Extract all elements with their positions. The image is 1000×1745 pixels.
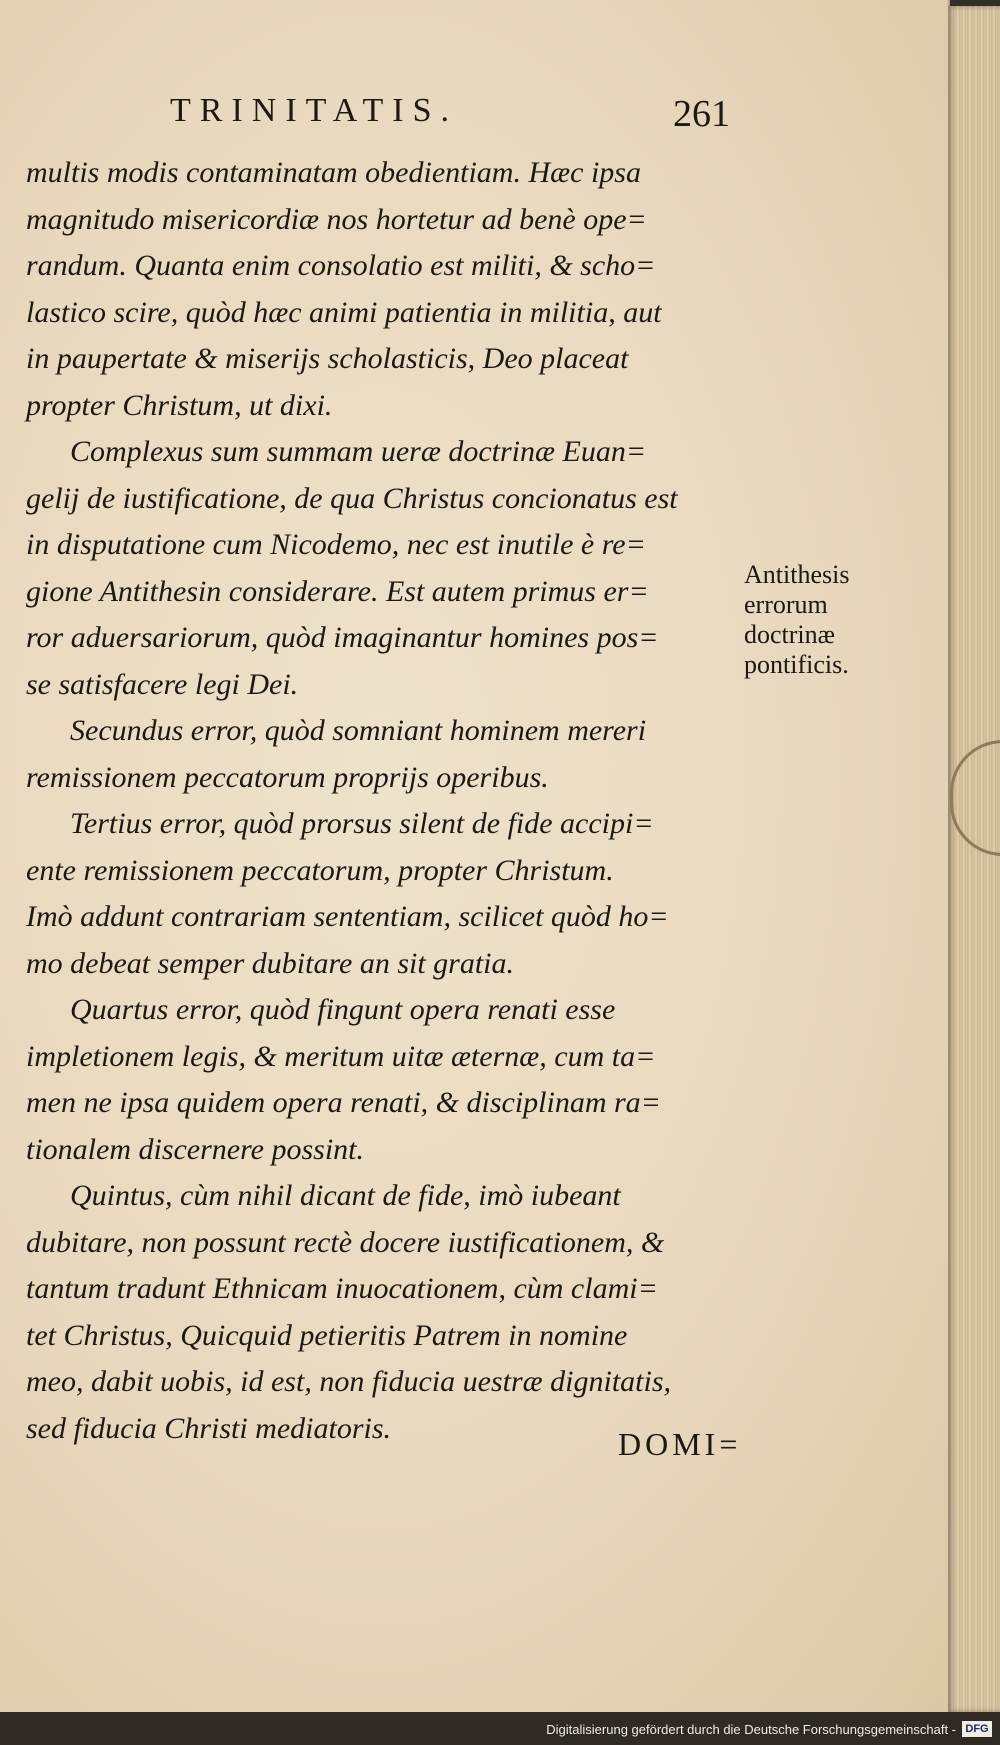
- text-line: tet Christus, Quicquid petieritis Patrem in nomine: [26, 1318, 628, 1352]
- marginal-note-line: pontificis.: [744, 650, 849, 679]
- marginal-note: [744, 560, 944, 680]
- catchword: DOMI=: [618, 1426, 742, 1462]
- running-head: TRINITATIS.: [170, 92, 458, 129]
- funding-footer: [546, 1716, 992, 1742]
- text-line: se satisfacere legi Dei.: [26, 667, 299, 701]
- text-line: randum. Quanta enim consolatio est militi, & scho=: [26, 249, 656, 282]
- text-line: men ne ipsa quidem opera renati, & disciplinam ra=: [26, 1086, 661, 1119]
- text-line: tionalem discernere possint.: [26, 1132, 365, 1166]
- text-line: remissionem peccatorum proprijs operibus.: [26, 760, 549, 794]
- text-line: lastico scire, quòd hæc animi patientia in militia, aut: [26, 295, 662, 329]
- page-edges: [948, 6, 1000, 1712]
- text-line: gione Antithesin considerare. Est autem primus er=: [26, 574, 649, 608]
- paragraph-start-line: Quintus, cùm nihil dicant de fide, imò iubeant: [70, 1179, 621, 1212]
- text-line: sed fiducia Christi mediatoris.: [26, 1411, 392, 1445]
- text-line: meo, dabit uobis, id est, non fiducia uestræ dignitatis,: [26, 1365, 671, 1398]
- page-number: 261: [673, 93, 730, 135]
- text-line: propter Christum, ut dixi.: [26, 388, 333, 422]
- text-line: in paupertate & miserijs scholasticis, Deo placeat: [26, 342, 629, 375]
- text-line: ente remissionem peccatorum, propter Christum.: [26, 853, 614, 887]
- text-line: dubitare, non possunt rectè docere iustificationem, &: [26, 1225, 665, 1259]
- text-line: ror aduersariorum, quòd imaginantur homines pos=: [26, 621, 659, 654]
- text-line: multis modis contaminatam obedientiam. Hæc ipsa: [26, 156, 641, 189]
- paragraph-start-line: Tertius error, quòd prorsus silent de fide accipi=: [70, 807, 654, 840]
- text-line: gelij de iustificatione, de qua Christus concionatus est: [26, 481, 678, 515]
- text-line: magnitudo misericordiæ nos hortetur ad benè ope=: [26, 202, 647, 236]
- dfg-logo: DFG: [962, 1721, 992, 1737]
- paragraph-start-line: Quartus error, quòd fingunt opera renati esse: [70, 993, 616, 1026]
- page-header: [170, 92, 730, 142]
- body-text: [26, 150, 746, 1452]
- marginal-note-line: errorum: [744, 590, 828, 619]
- text-line: in disputatione cum Nicodemo, nec est inutile è re=: [26, 528, 646, 561]
- text-line: tantum tradunt Ethnicam inuocationem, cùm clami=: [26, 1272, 658, 1305]
- paragraph-start-line: Secundus error, quòd somniant hominem mereri: [70, 714, 647, 747]
- funding-note: Digitalisierung gefördert durch die Deutsche Forschungsgemeinschaft -: [546, 1721, 956, 1737]
- paragraph-start-line: Complexus sum summam ueræ doctrinæ Euan=: [70, 435, 647, 468]
- text-line: impletionem legis, & meritum uitæ æternæ, cum ta=: [26, 1039, 656, 1073]
- text-line: mo debeat semper dubitare an sit gratia.: [26, 946, 515, 980]
- text-line: Imò addunt contrariam sententiam, scilicet quòd ho=: [26, 900, 669, 933]
- marginal-note-line: doctrinæ: [744, 620, 835, 649]
- marginal-note-line: Antithesis: [744, 560, 850, 589]
